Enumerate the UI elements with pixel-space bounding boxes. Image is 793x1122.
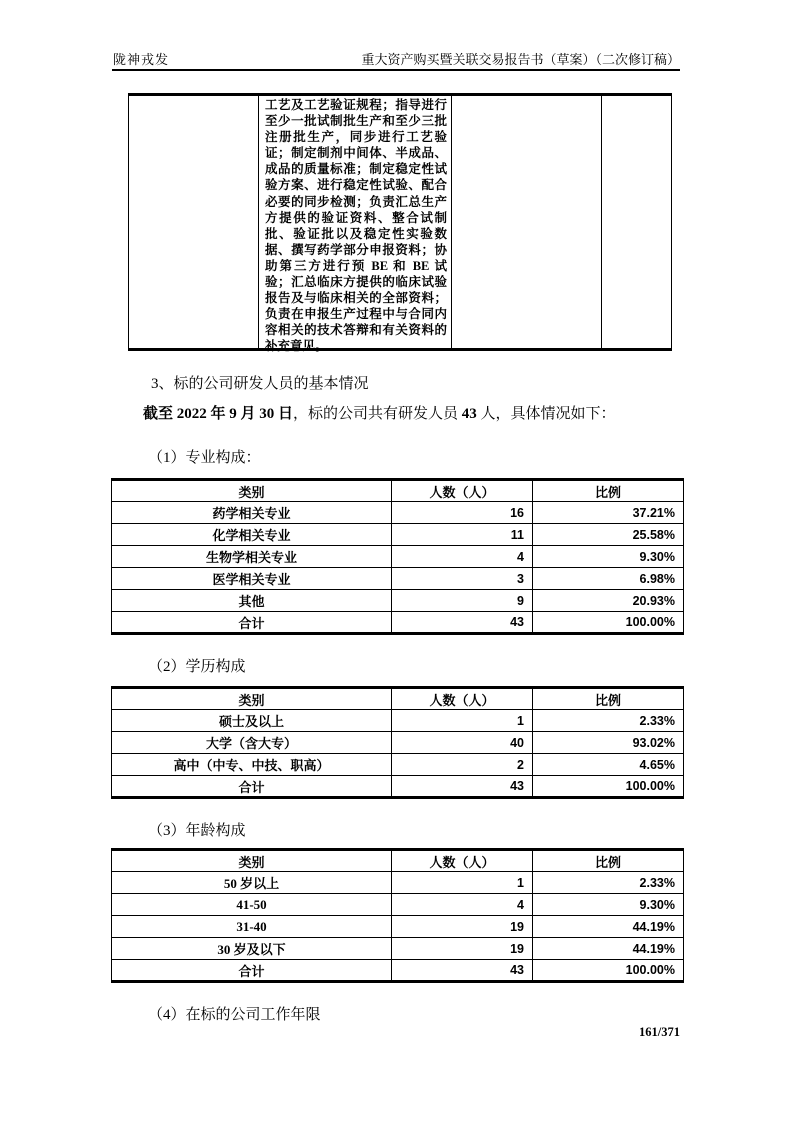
category-cell: 药学相关专业 [112,502,392,524]
subsection-label-education: （2）学历构成 [148,659,246,675]
ratio-cell: 2.33% [533,710,684,732]
ratio-cell: 9.30% [533,894,684,916]
count-cell: 9 [392,590,533,612]
count-cell: 40 [392,732,533,754]
ratio-cell: 37.21% [533,502,684,524]
table-row [112,754,684,776]
category-cell: 硕士及以上 [112,710,392,732]
column-header: 人数（人） [392,480,533,502]
continued-table-empty-cell-1 [129,96,259,348]
count-cell: 19 [392,938,533,960]
count-cell: 2 [392,754,533,776]
count-cell: 11 [392,524,533,546]
page-number: 161/371 [639,1025,680,1039]
education-table [111,686,684,799]
count-cell: 4 [392,894,533,916]
category-cell: 高中（中专、中技、职高） [112,754,392,776]
table-header-row [112,480,684,502]
ratio-cell: 9.30% [533,546,684,568]
category-cell: 30 岁及以下 [112,938,392,960]
category-cell: 生物学相关专业 [112,546,392,568]
continued-duties-table [128,93,672,354]
table-row [112,732,684,754]
column-header: 比例 [533,480,684,502]
table-row [112,710,684,732]
table-row [112,894,684,916]
category-cell: 医学相关专业 [112,568,392,590]
count-cell: 4 [392,546,533,568]
intro-text-after-count: 人，具体情况如下： [476,406,616,422]
category-cell: 50 岁以上 [112,872,392,894]
column-header: 比例 [533,688,684,710]
count-cell: 1 [392,710,533,732]
table-row [112,546,684,568]
ratio-cell: 6.98% [533,568,684,590]
intro-paragraph [143,402,683,423]
column-header: 类别 [112,688,392,710]
table-row [112,872,684,894]
ratio-cell: 100.00% [533,960,684,982]
ratio-cell: 44.19% [533,916,684,938]
table-row [112,776,684,798]
category-cell: 合计 [112,960,392,982]
subsection-label-profession: （1）专业构成： [148,450,261,466]
count-cell: 3 [392,568,533,590]
section-heading: 3、标的公司研发人员的基本情况 [151,376,369,392]
ratio-cell: 100.00% [533,612,684,634]
column-header: 人数（人） [392,850,533,872]
header-company-name: 陇神戎发 [113,52,170,67]
subsection-label-tenure: （4）在标的公司工作年限 [148,1007,321,1023]
header-rule [112,69,680,71]
age-table [111,848,684,983]
category-cell: 化学相关专业 [112,524,392,546]
table-row [112,502,684,524]
category-cell: 31-40 [112,916,392,938]
ratio-cell: 4.65% [533,754,684,776]
column-header: 类别 [112,480,392,502]
category-cell: 合计 [112,612,392,634]
ratio-cell: 25.58% [533,524,684,546]
column-header: 人数（人） [392,688,533,710]
ratio-cell: 93.02% [533,732,684,754]
continued-table-empty-cell-3 [602,96,671,348]
table-row [112,938,684,960]
count-cell: 19 [392,916,533,938]
header-report-title: 重大资产购买暨关联交易报告书（草案）（二次修订稿） [361,52,680,67]
continued-table-duty-cell [259,96,452,354]
column-header: 类别 [112,850,392,872]
column-header: 比例 [533,850,684,872]
subsection-label-age: （3）年龄构成 [148,823,246,839]
ratio-cell: 20.93% [533,590,684,612]
ratio-cell: 44.19% [533,938,684,960]
table-row [112,590,684,612]
table-row [112,960,684,982]
continued-table-empty-cell-2 [452,96,602,348]
ratio-cell: 2.33% [533,872,684,894]
table-header-row [112,688,684,710]
category-cell: 大学（含大专） [112,732,392,754]
table-row [112,916,684,938]
category-cell: 41-50 [112,894,392,916]
intro-date: 截至 2022 年 9 月 30 日 [143,406,294,422]
category-cell: 合计 [112,776,392,798]
table-row [112,568,684,590]
table-row [112,612,684,634]
category-cell: 其他 [112,590,392,612]
table-row [112,524,684,546]
duty-description-text: 工艺及工艺验证规程；指导进行至少一批试制批生产和至少三批注册批生产，同步进行工艺验证；制定制剂中间体、半成品、成品的质量标准；制定稳定性试验方案、进行稳定性试验、配合必要的同步检测；负责汇总生产方提供的验证资料、整合试制批、验证批以及稳定性实验数据、撰写药学部分申报资料；协助第三方进行预 BE 和 BE 试验；汇总临床方提供的临床试验报告及与临床相关的全部资料；负责在申报生产过程中与合同内容相关的技术答辩和有关资料的补充意见。 [265,98,447,354]
table-header-row [112,850,684,872]
count-cell: 16 [392,502,533,524]
count-cell: 1 [392,872,533,894]
count-cell: 43 [392,776,533,798]
count-cell: 43 [392,612,533,634]
intro-headcount: 43 [461,406,477,422]
ratio-cell: 100.00% [533,776,684,798]
count-cell: 43 [392,960,533,982]
intro-text-after-date: ，标的公司共有研发人员 [293,406,462,422]
profession-table [111,478,684,635]
